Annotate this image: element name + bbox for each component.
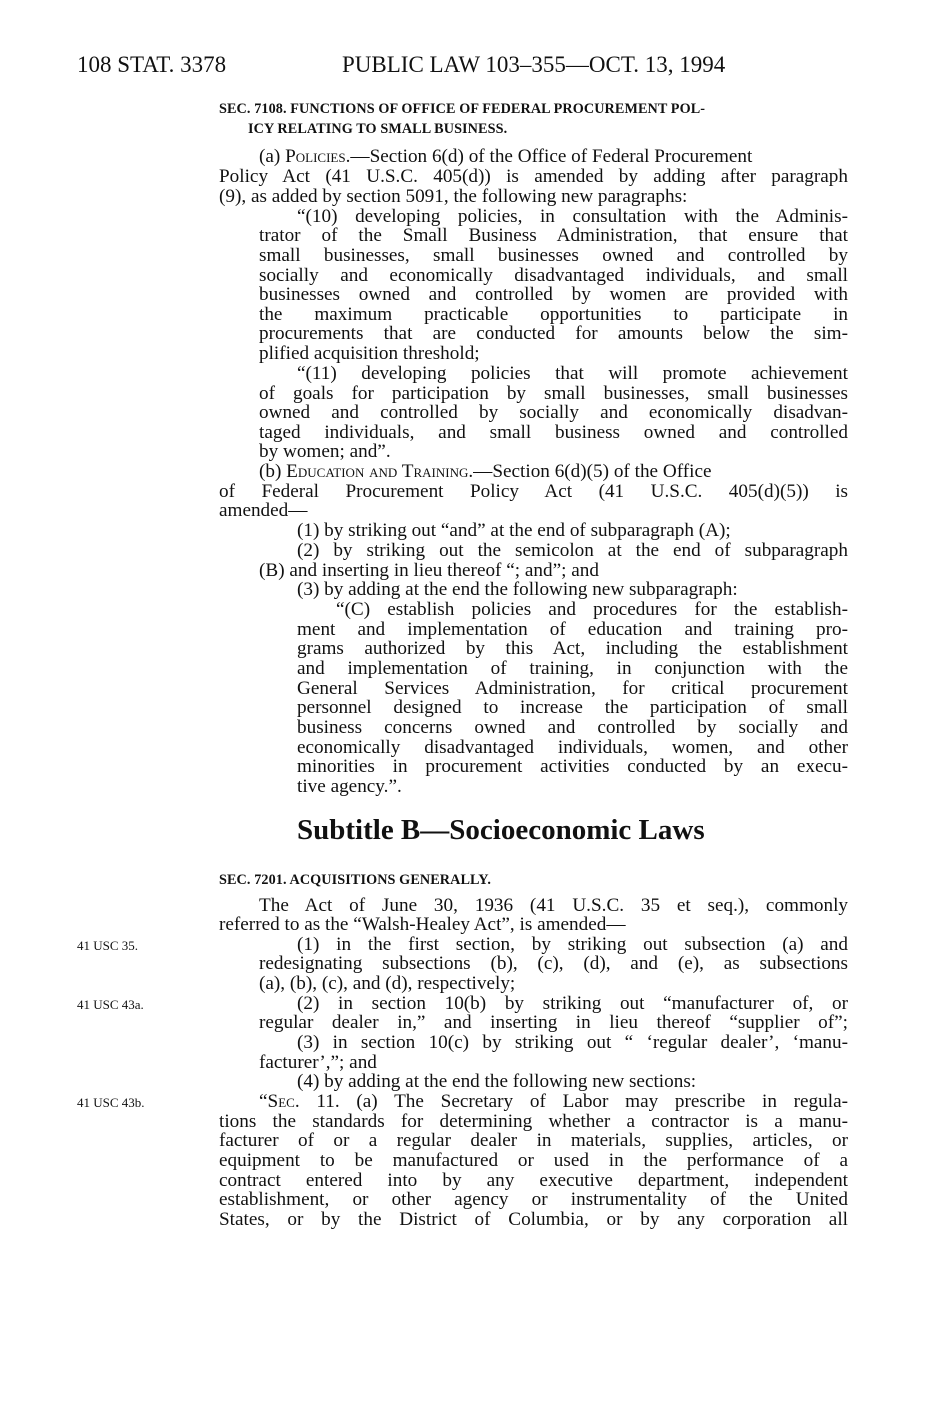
text-line: ment and implementation of education and training pro- — [297, 619, 848, 640]
text-line: “(11) developing policies that will promote achievement — [297, 363, 848, 384]
text-line: tive agency.”. — [297, 776, 402, 797]
text-line: small businesses, small businesses owned and controlled by — [259, 245, 848, 266]
text-line: (a), (b), (c), and (d), respectively; — [259, 973, 516, 994]
text-line: (3) in section 10(c) by striking out “ ‘regular dealer’, ‘manu- — [297, 1032, 848, 1053]
text-line: General Services Administration, for critical procurement — [297, 678, 848, 699]
text-line: “(10) developing policies, in consultation with the Adminis- — [297, 206, 848, 227]
text-line: (3) by adding at the end the following new subparagraph: — [297, 579, 738, 600]
subsection-b-first-line: (b) Education and Training.—Section 6(d)(5) of the Office — [259, 461, 712, 482]
text-line: facturer of or a regular dealer in materials, supplies, articles, or — [219, 1130, 848, 1151]
text-line: regular dealer in,” and inserting in lieu thereof “supplier of”; — [259, 1012, 848, 1033]
text-line: businesses owned and controlled by women are provided with — [259, 284, 848, 305]
section-7108-heading-cont: ICY RELATING TO SMALL BUSINESS. — [248, 121, 508, 137]
text-line: plified acquisition threshold; — [259, 343, 480, 364]
text-line: tions the standards for determining whether a contractor is a manu- — [219, 1111, 848, 1132]
running-header-title: PUBLIC LAW 103–355—OCT. 13, 1994 — [342, 52, 726, 77]
text-line: (1) by striking out “and” at the end of subparagraph (A); — [297, 520, 731, 541]
text-line: socially and economically disadvantaged individuals, and small — [259, 265, 848, 286]
text-line: personnel designed to increase the participation of small — [297, 697, 848, 718]
margin-note: 41 USC 43b. — [77, 1095, 145, 1110]
text-line: (B) and inserting in lieu thereof “; and”; and — [259, 560, 599, 581]
text-line: Policy Act (41 U.S.C. 405(d)) is amended by adding after paragraph — [219, 166, 848, 187]
text-line: equipment to be manufactured or used in the performance of a — [219, 1150, 848, 1171]
text-line: the maximum practicable opportunities to participate in — [259, 304, 848, 325]
text-line: business concerns owned and controlled by socially and — [297, 717, 848, 738]
text-line: economically disadvantaged individuals, women, and other — [297, 737, 848, 758]
section-7108-heading: SEC. 7108. FUNCTIONS OF OFFICE OF FEDERAL PROCUREMENT POL- — [219, 101, 706, 117]
text-line: “(C) establish policies and procedures for the establish- — [336, 599, 848, 620]
page-stat-number: 108 STAT. 3378 — [77, 52, 227, 77]
text-line: (1) in the first section, by striking out subsection (a) and — [297, 934, 848, 955]
text-line: trator of the Small Business Administration, that ensure that — [259, 225, 848, 246]
text-line: of goals for participation by small businesses, small businesses — [259, 383, 848, 404]
text-line: referred to as the “Walsh-Healey Act”, is amended— — [219, 914, 626, 935]
text-line: minorities in procurement activities conducted by an execu- — [297, 756, 848, 777]
text-line: contract entered into by any executive department, independent — [219, 1170, 848, 1191]
text-line: States, or by the District of Columbia, or by any corporation all — [219, 1209, 848, 1230]
text-line: taged individuals, and small business owned and controlled — [259, 422, 848, 443]
text-line: and implementation of training, in conjunction with the — [297, 658, 848, 679]
text-line: owned and controlled by socially and economically disadvan- — [259, 402, 848, 423]
text-line: of Federal Procurement Policy Act (41 U.S.C. 405(d)(5)) is — [219, 481, 848, 502]
text-line: (9), as added by section 5091, the following new paragraphs: — [219, 186, 688, 207]
text-line: amended— — [219, 500, 308, 521]
subsection-a-first-line: (a) Policies.—Section 6(d) of the Office of Federal Procurement — [259, 146, 753, 167]
text-line: by women; and”. — [259, 441, 391, 462]
section-11-first-line: “ Sec . 11. (a) The Secretary of Labor may prescribe in regula- — [259, 1091, 848, 1112]
text-line: procurements that are conducted for amounts below the sim- — [259, 323, 848, 344]
margin-note: 41 USC 43a. — [77, 997, 144, 1012]
text-line: (4) by adding at the end the following new sections: — [297, 1071, 697, 1092]
text-line: (2) in section 10(b) by striking out “manufacturer of, or — [297, 993, 848, 1014]
section-7201-heading: SEC. 7201. ACQUISITIONS GENERALLY. — [219, 872, 491, 888]
subsection-a-label: Policies. — [285, 146, 351, 167]
text-line: facturer’,”; and — [259, 1052, 377, 1073]
text-line: establishment, or other agency or instrumentality of the United — [219, 1189, 848, 1210]
subsection-b-label: Education and Training. — [286, 461, 474, 482]
text-line: redesignating subsections (b), (c), (d), and (e), as subsections — [259, 953, 848, 974]
margin-note: 41 USC 35. — [77, 938, 139, 953]
text-line: The Act of June 30, 1936 (41 U.S.C. 35 et seq.), commonly — [259, 895, 848, 916]
subtitle-heading: Subtitle B—Socioeconomic Laws — [297, 814, 705, 846]
text-line: grams authorized by this Act, including the establishment — [297, 638, 848, 659]
text-line: (2) by striking out the semicolon at the end of subparagraph — [297, 540, 848, 561]
